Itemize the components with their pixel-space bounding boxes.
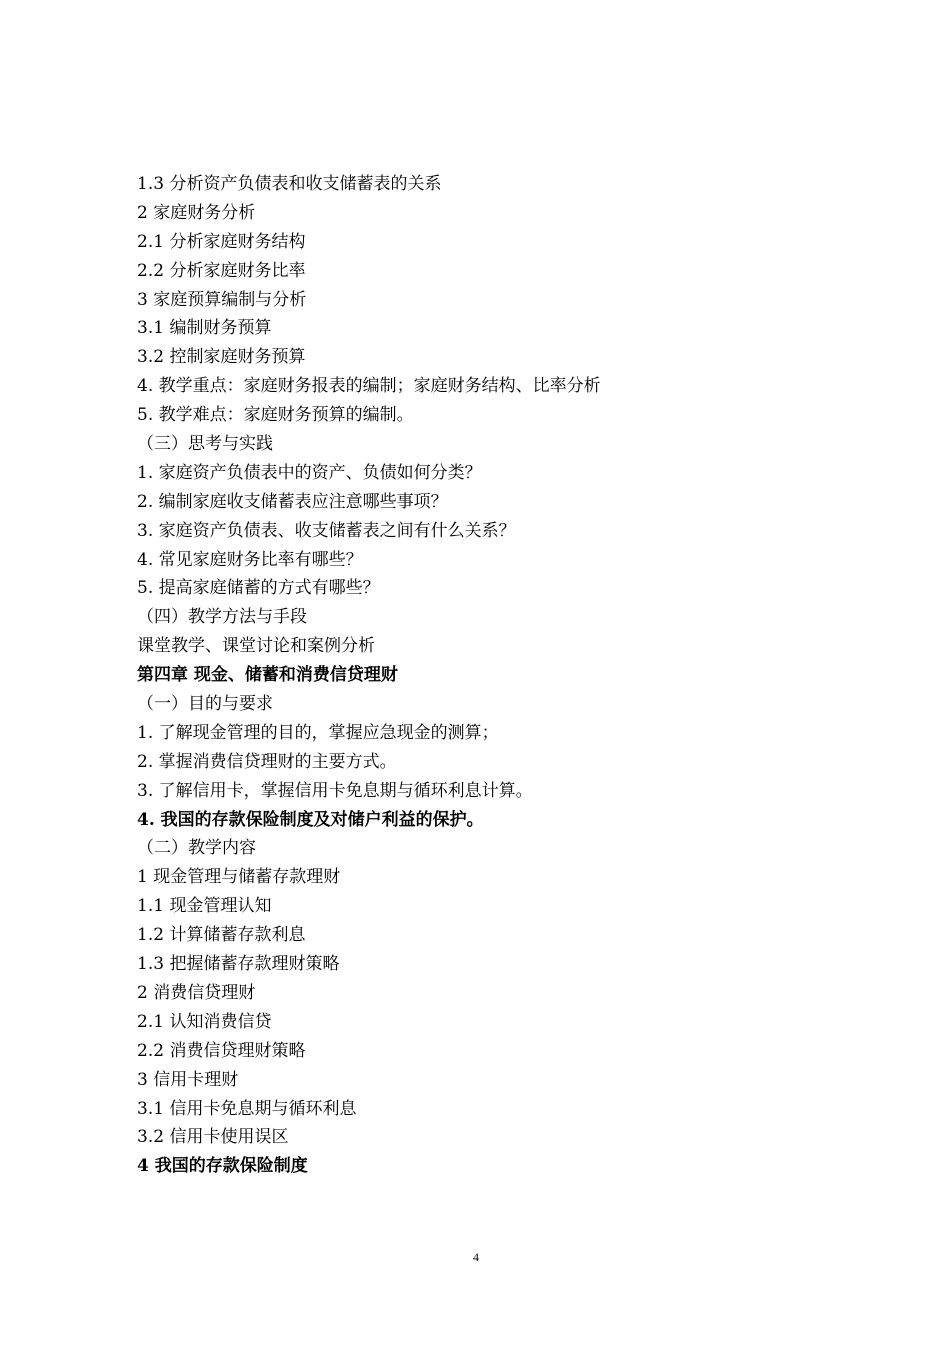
- text-line: 3.1 信用卡免息期与循环利息: [137, 1098, 357, 1119]
- text-line: 2.2 消费信贷理财策略: [137, 1040, 306, 1061]
- text-line: （三）思考与实践: [137, 434, 273, 455]
- text-line: 3.2 信用卡使用误区: [137, 1127, 289, 1148]
- text-line: 2.1 分析家庭财务结构: [137, 231, 306, 252]
- text-line: 1. 了解现金管理的目的，掌握应急现金的测算；: [137, 722, 499, 743]
- text-line: 4 我国的存款保险制度: [137, 1156, 308, 1177]
- text-line: （四）教学方法与手段: [137, 607, 307, 628]
- text-line: 2.2 分析家庭财务比率: [137, 260, 306, 281]
- text-line: 4. 常见家庭财务比率有哪些？: [137, 549, 363, 570]
- text-line: 第四章 现金、储蓄和消费信贷理财: [137, 665, 398, 686]
- text-line: 2.1 认知消费信贷: [137, 1011, 272, 1032]
- text-line: 1 现金管理与储蓄存款理财: [137, 867, 341, 888]
- text-line: 1.3 把握储蓄存款理财策略: [137, 954, 340, 975]
- text-line: （一）目的与要求: [137, 694, 273, 715]
- text-line: 1. 家庭资产负债表中的资产、负债如何分类？: [137, 462, 482, 483]
- text-line: 1.3 分析资产负债表和收支储蓄表的关系: [137, 174, 442, 194]
- page-number: 4: [473, 1250, 479, 1264]
- text-line: 3 家庭预算编制与分析: [137, 289, 307, 310]
- text-line: 3. 了解信用卡，掌握信用卡免息期与循环利息计算。: [137, 780, 533, 801]
- text-line: 3.2 控制家庭财务预算: [137, 347, 306, 368]
- text-line: 3.1 编制财务预算: [137, 318, 272, 339]
- text-line: 3. 家庭资产负债表、收支储蓄表之间有什么关系？: [137, 520, 516, 541]
- text-line: 5. 提高家庭储蓄的方式有哪些？: [137, 578, 380, 599]
- text-line: 1.1 现金管理认知: [137, 896, 272, 917]
- document-body: [137, 170, 837, 1181]
- text-line: 2. 掌握消费信贷理财的主要方式。: [137, 751, 397, 772]
- text-line: 1.2 计算储蓄存款利息: [137, 925, 306, 946]
- text-line: （二）教学内容: [137, 838, 256, 859]
- text-line: 4. 教学重点：家庭财务报表的编制；家庭财务结构、比率分析: [137, 376, 601, 397]
- text-line: 课堂教学、课堂讨论和案例分析: [137, 636, 375, 657]
- text-line: 2 消费信贷理财: [137, 982, 256, 1003]
- text-line: 5. 教学难点：家庭财务预算的编制。: [137, 405, 414, 426]
- text-line: 2. 编制家庭收支储蓄表应注意哪些事项？: [137, 491, 448, 512]
- text-line: 4. 我国的存款保险制度及对储户利益的保护。: [137, 809, 484, 830]
- text-line: 3 信用卡理财: [137, 1069, 239, 1090]
- text-line: 2 家庭财务分析: [137, 202, 256, 223]
